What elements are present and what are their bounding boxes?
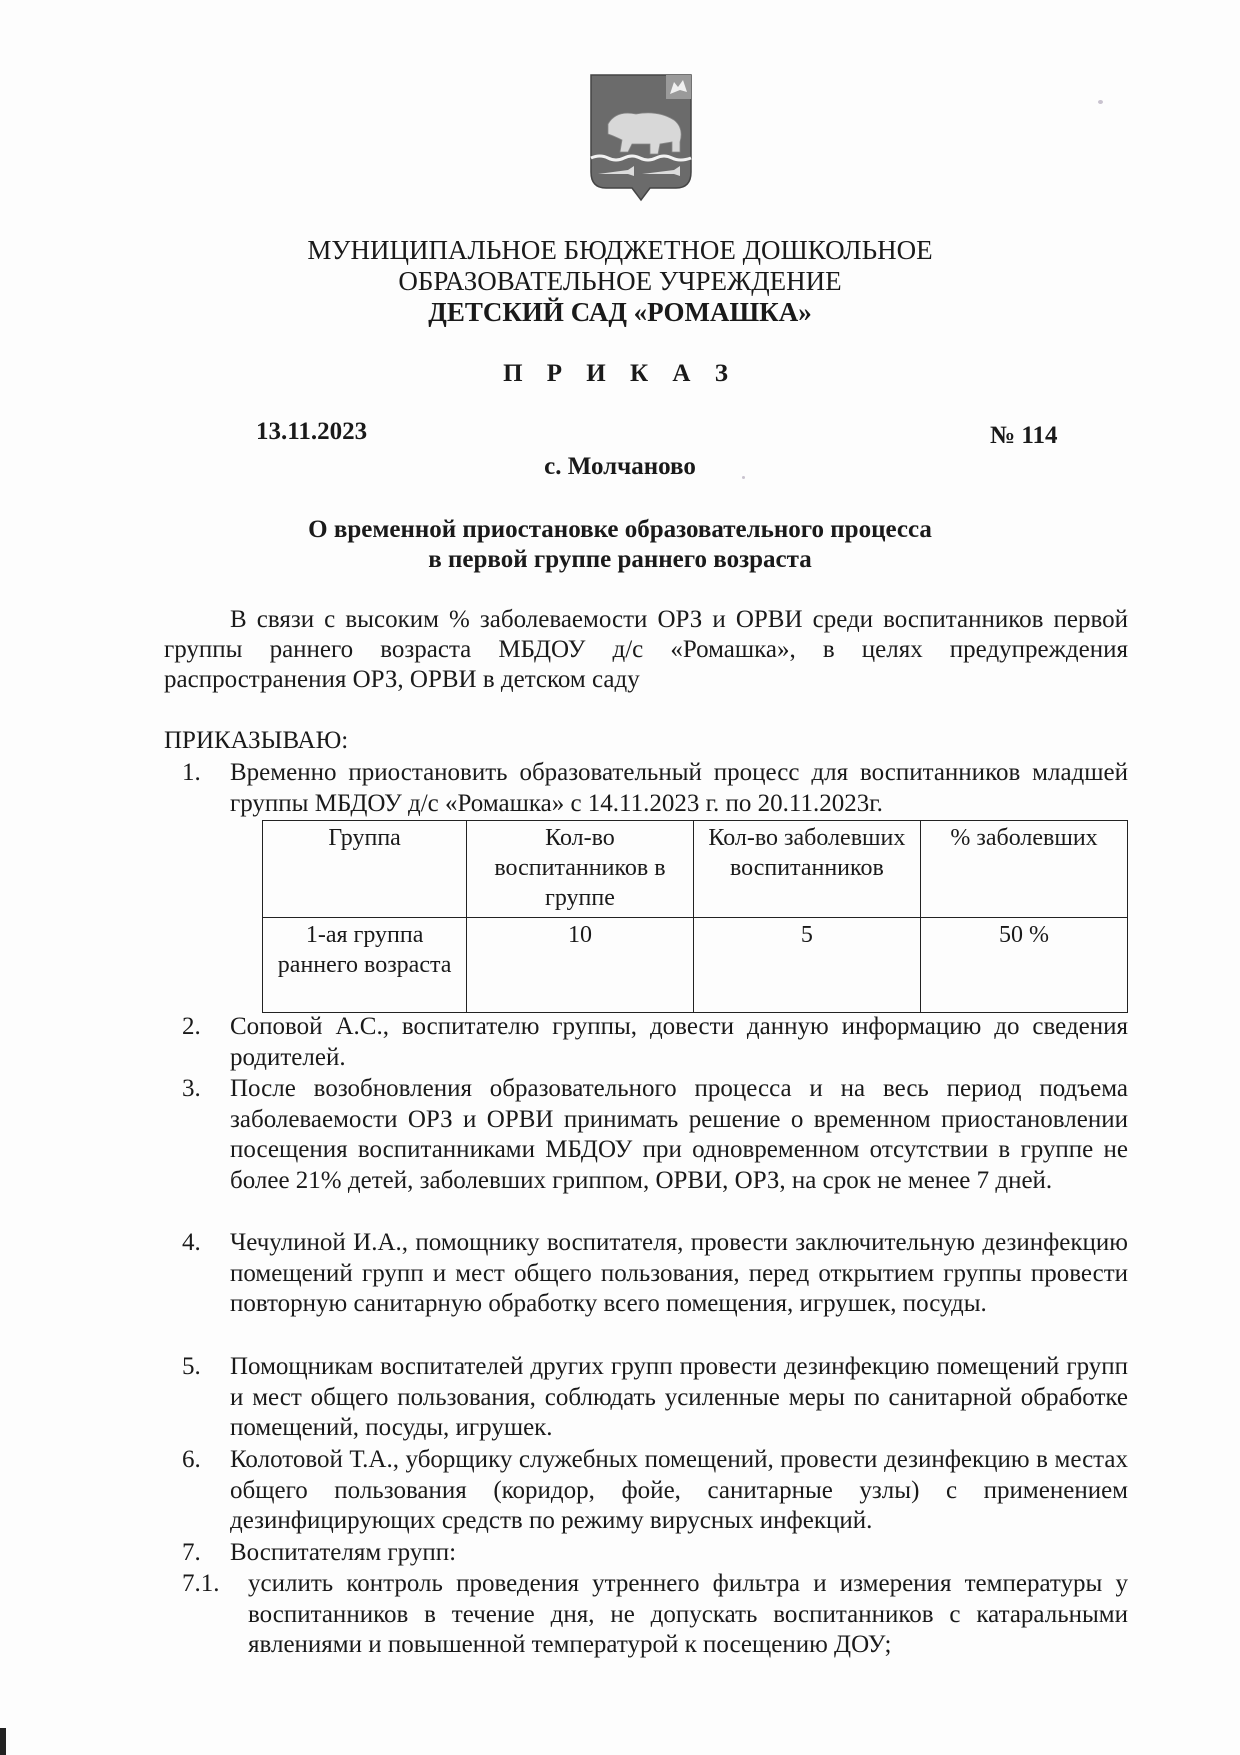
item-number: 7. (182, 1539, 201, 1566)
table-row (263, 918, 1128, 1013)
cell-group: 1-ая группа раннего возраста (263, 918, 467, 1013)
item-number: 7.1. (182, 1570, 220, 1597)
order-item-5 (164, 1352, 1128, 1444)
org-line-2: ОБРАЗОВАТЕЛЬНОЕ УЧРЕЖДЕНИЕ (398, 266, 842, 296)
order-item-3 (164, 1074, 1128, 1196)
header-group: Группа (263, 821, 467, 918)
item-text: Воспитателям групп: (230, 1539, 457, 1566)
org-line-1: МУНИЦИПАЛЬНОЕ БЮДЖЕТНОЕ ДОШКОЛЬНОЕ (307, 235, 933, 265)
order-item-7 (164, 1538, 1128, 1569)
morbidity-table (262, 820, 1128, 1013)
item-text: Помощникам воспитателей других групп провести дезинфекцию помещений групп и мест общего пользования, соблюдать усиленные меры по санитарной обработке помещений, посуды, игрушек. (230, 1353, 1128, 1441)
order-item-2 (164, 1012, 1128, 1073)
subject-line-2: в первой группе раннего возраста (428, 546, 812, 573)
scan-speck (742, 476, 745, 479)
org-line-3: ДЕТСКИЙ САД «РОМАШКА» (428, 297, 812, 327)
header-sick-count: Кол-во заболевших воспитанников (693, 821, 920, 918)
item-text: усилить контроль проведения утреннего фильтра и измерения температуры у воспитанников в течение дня, не допускать воспитанников с катаральными явлениями и повышенной температурой к посещению ДОУ; (248, 1570, 1128, 1658)
item-text: Чечулиной И.А., помощнику воспитателя, провести заключительную дезинфекцию помещений групп и мест общего пользования, перед открытием группы провести повторную санитарную обработку всего помещения, игрушек, посуды. (230, 1229, 1128, 1317)
order-item-1 (164, 758, 1128, 819)
item-number: 1. (182, 759, 201, 786)
cell-children-count: 10 (467, 918, 693, 1013)
header-children-count: Кол-во воспитанников в группе (467, 821, 693, 918)
cell-sick-count: 5 (693, 918, 920, 1013)
order-item-7-1 (164, 1569, 1128, 1661)
item-text: Колотовой Т.А., уборщику служебных помещений, провести дезинфекцию в местах общего пользования (коридор, фойе, санитарные узлы) с применением дезинфицирующих средств по режиму вирусных инфекций. (230, 1446, 1128, 1534)
order-item-4 (164, 1228, 1128, 1320)
coat-of-arms-icon (588, 72, 694, 207)
subject-line-1: О временной приостановке образовательного процесса (308, 516, 932, 543)
item-number: 4. (182, 1229, 201, 1256)
organization-name (0, 235, 1240, 328)
scan-edge-mark (0, 1728, 6, 1755)
order-date: 13.11.2023 (256, 418, 368, 445)
prikaz-label: ПРИКАЗЫВАЮ: (164, 727, 349, 754)
order-subject (0, 515, 1240, 575)
preamble-paragraph: В связи с высоким % заболеваемости ОРЗ и ОРВИ среди воспитанников первой группы раннего возраста МБДОУ д/с «Ромашка», в целях предупреждения распространения ОРЗ, ОРВИ в детском саду (164, 606, 1128, 693)
item-number: 2. (182, 1013, 201, 1040)
item-number: 5. (182, 1353, 201, 1380)
cell-sick-percent: 50 % (921, 918, 1128, 1013)
item-text: После возобновления образовательного процесса и на весь период подъема заболеваемости ОРЗ и ОРВИ принимать решение о временном приостановлении посещения воспитанниками МБДОУ при одновременном отсутствии в группе не более 21% детей, заболевших гриппом, ОРВИ, ОРЗ, на срок не менее 7 дней. (230, 1075, 1128, 1194)
item-number: 3. (182, 1075, 201, 1102)
item-number: 6. (182, 1446, 201, 1473)
item-text: Временно приостановить образовательный процесс для воспитанников младшей группы МБДОУ д/с «Ромашка» с 14.11.2023 г. по 20.11.2023г. (230, 759, 1128, 817)
scan-speck (1098, 100, 1103, 104)
order-item-6 (164, 1445, 1128, 1537)
item-text: Соповой А.С., воспитателю группы, довести данную информацию до сведения родителей. (230, 1013, 1128, 1071)
document-type: П Р И К А З (503, 360, 737, 387)
table-header-row (263, 821, 1128, 918)
header-sick-percent: % заболевших (921, 821, 1128, 918)
order-place: с. Молчаново (544, 453, 696, 480)
order-number: № 114 (990, 422, 1058, 449)
